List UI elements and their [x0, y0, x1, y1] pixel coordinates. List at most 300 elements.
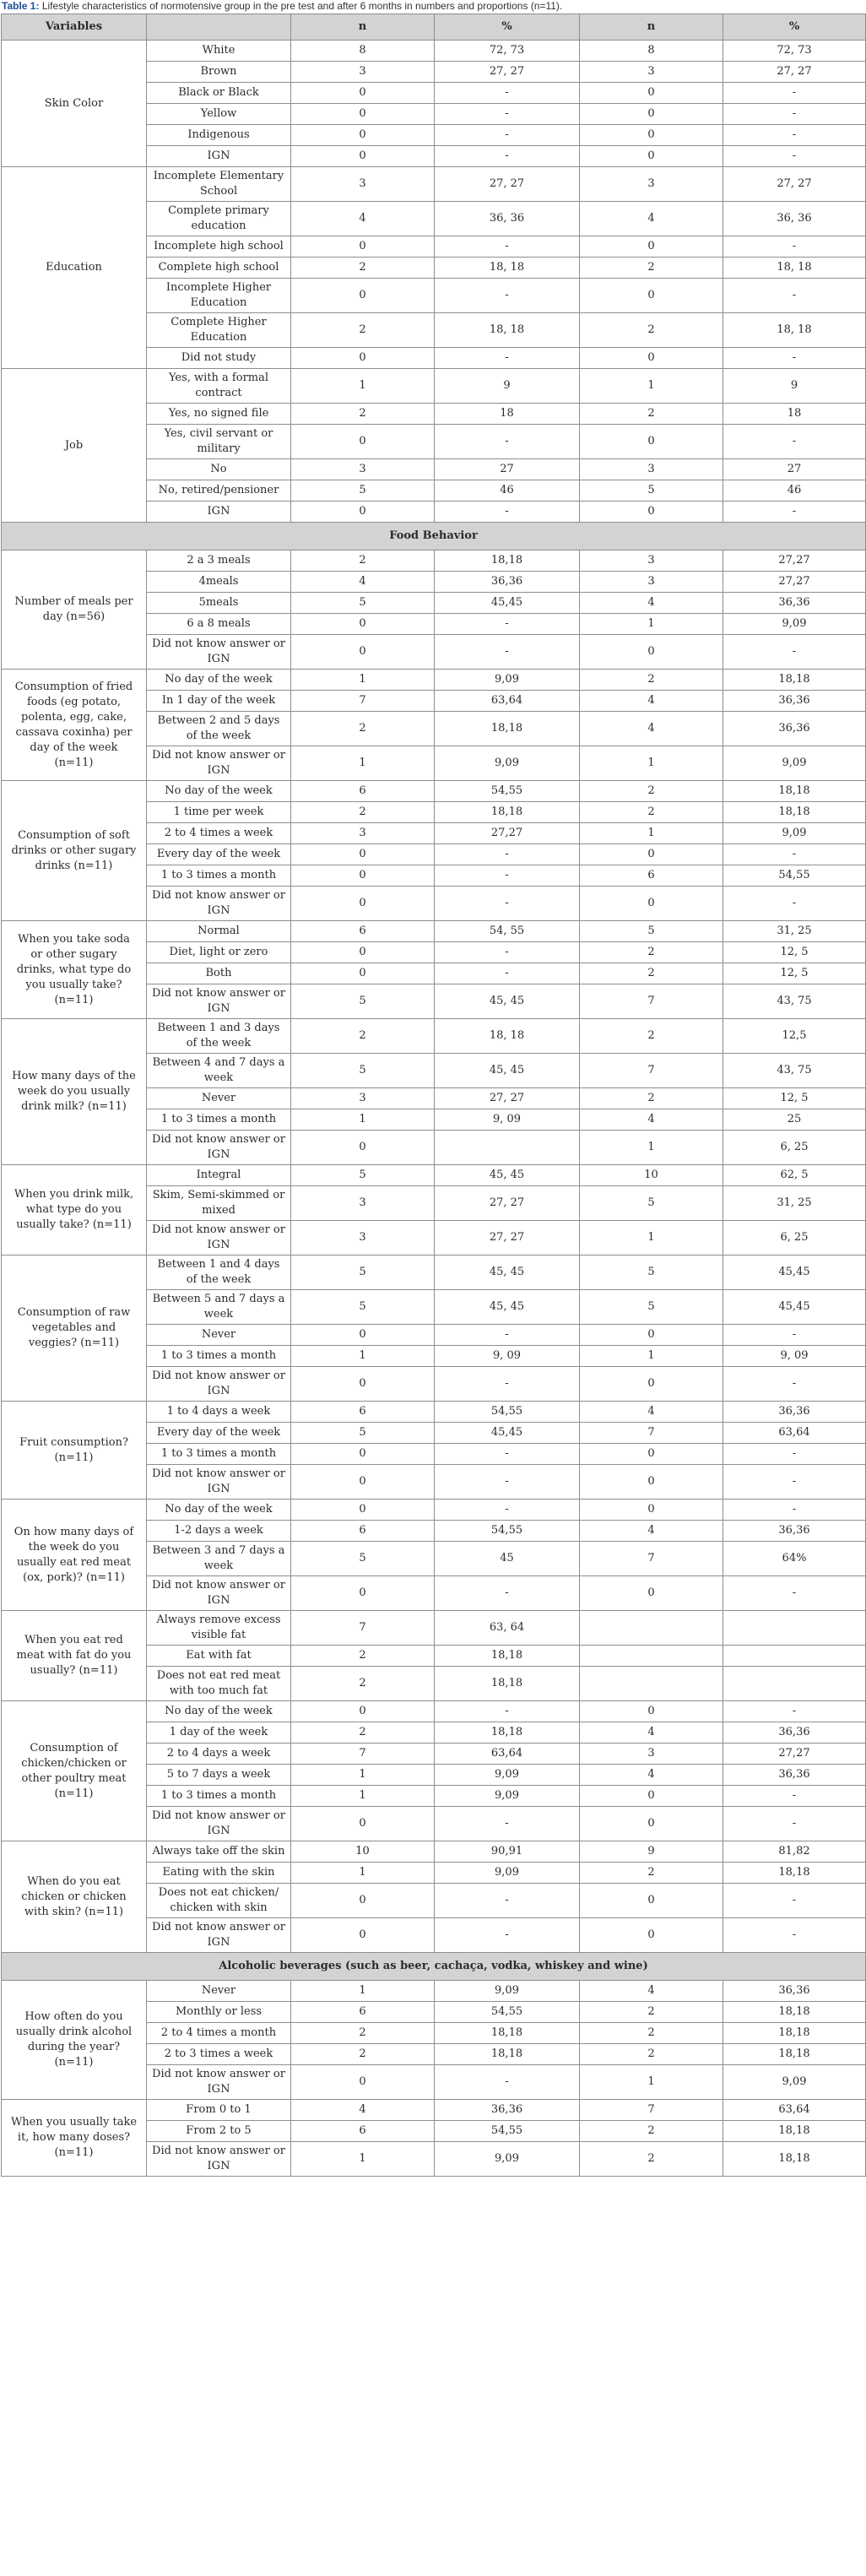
- category-cell: Every day of the week: [147, 1423, 291, 1444]
- variable-cell: When you drink milk, what type do you usually take? (n=11): [2, 1165, 147, 1255]
- n-pre-cell: 6: [291, 921, 435, 942]
- n-post-cell: 0: [580, 887, 723, 921]
- n-post-cell: 2: [580, 802, 723, 823]
- pct-post-cell: 18: [723, 404, 866, 425]
- category-cell: No day of the week: [147, 670, 291, 691]
- n-pre-cell: 0: [291, 1465, 435, 1500]
- n-pre-cell: 0: [291, 865, 435, 887]
- category-cell: Complete high school: [147, 258, 291, 279]
- n-pre-cell: 1: [291, 1346, 435, 1367]
- n-post-cell: [580, 1611, 723, 1646]
- n-pre-cell: 8: [291, 41, 435, 62]
- n-pre-cell: 3: [291, 167, 435, 202]
- n-pre-cell: 0: [291, 635, 435, 670]
- pct-post-cell: 18,18: [723, 670, 866, 691]
- lifestyle-table: [1, 14, 866, 2177]
- category-cell: From 0 to 1: [147, 2100, 291, 2121]
- pct-post-cell: 36,36: [723, 593, 866, 614]
- n-post-cell: 2: [580, 2121, 723, 2142]
- n-pre-cell: 10: [291, 1841, 435, 1863]
- pct-post-cell: 36,36: [723, 691, 866, 712]
- pct-pre-cell: 18,18: [435, 802, 580, 823]
- n-pre-cell: 2: [291, 1667, 435, 1701]
- pct-pre-cell: 54,55: [435, 1521, 580, 1542]
- pct-post-cell: 63,64: [723, 2100, 866, 2121]
- n-post-cell: 0: [580, 635, 723, 670]
- pct-post-cell: 18,18: [723, 781, 866, 802]
- n-pre-cell: 0: [291, 125, 435, 146]
- pct-pre-cell: 27, 27: [435, 1221, 580, 1255]
- pct-pre-cell: 18,18: [435, 712, 580, 746]
- n-pre-cell: 2: [291, 802, 435, 823]
- pct-pre-cell: 45, 45: [435, 1290, 580, 1325]
- pct-pre-cell: 9, 09: [435, 1346, 580, 1367]
- n-pre-cell: 5: [291, 1290, 435, 1325]
- pct-pre-cell: 27, 27: [435, 167, 580, 202]
- n-post-cell: 1: [580, 614, 723, 635]
- pct-pre-cell: -: [435, 1325, 580, 1346]
- pct-post-cell: -: [723, 1367, 866, 1402]
- pct-pre-cell: 45, 45: [435, 1054, 580, 1088]
- table-row: [2, 1701, 866, 1722]
- n-post-cell: 3: [580, 1744, 723, 1765]
- pct-post-cell: 9,09: [723, 2065, 866, 2100]
- n-post-cell: 0: [580, 104, 723, 125]
- n-pre-cell: 5: [291, 1542, 435, 1576]
- n-post-cell: 6: [580, 865, 723, 887]
- n-post-cell: 0: [580, 1576, 723, 1611]
- n-pre-cell: 1: [291, 1109, 435, 1131]
- pct-pre-cell: 9,09: [435, 1786, 580, 1807]
- n-pre-cell: 5: [291, 593, 435, 614]
- pct-pre-cell: -: [435, 1884, 580, 1918]
- pct-pre-cell: 18,18: [435, 1722, 580, 1744]
- category-cell: Every day of the week: [147, 844, 291, 865]
- n-post-cell: 0: [580, 1786, 723, 1807]
- n-pre-cell: 1: [291, 1786, 435, 1807]
- pct-post-cell: 9: [723, 369, 866, 404]
- n-pre-cell: 0: [291, 236, 435, 258]
- pct-pre-cell: 18, 18: [435, 313, 580, 348]
- pct-post-cell: 18,18: [723, 2121, 866, 2142]
- category-cell: Never: [147, 1981, 291, 2002]
- n-pre-cell: 4: [291, 572, 435, 593]
- n-pre-cell: 2: [291, 2044, 435, 2065]
- pct-pre-cell: 27: [435, 459, 580, 480]
- category-cell: No day of the week: [147, 1701, 291, 1722]
- pct-post-cell: 36,36: [723, 712, 866, 746]
- category-cell: Yes, with a formal contract: [147, 369, 291, 404]
- pct-pre-cell: 54,55: [435, 2002, 580, 2023]
- n-pre-cell: 0: [291, 1500, 435, 1521]
- n-pre-cell: 6: [291, 2121, 435, 2142]
- n-post-cell: 4: [580, 1521, 723, 1542]
- pct-post-cell: 18,18: [723, 2023, 866, 2044]
- pct-pre-cell: 72, 73: [435, 41, 580, 62]
- category-cell: Did not know answer or IGN: [147, 746, 291, 781]
- n-post-cell: 0: [580, 1367, 723, 1402]
- pct-post-cell: 9,09: [723, 746, 866, 781]
- n-post-cell: 5: [580, 1255, 723, 1290]
- n-pre-cell: 0: [291, 348, 435, 369]
- n-pre-cell: 2: [291, 1722, 435, 1744]
- category-cell: 5meals: [147, 593, 291, 614]
- pct-pre-cell: -: [435, 1807, 580, 1841]
- category-cell: IGN: [147, 502, 291, 523]
- n-post-cell: 7: [580, 1423, 723, 1444]
- n-pre-cell: 0: [291, 146, 435, 167]
- pct-post-cell: 43, 75: [723, 1054, 866, 1088]
- n-pre-cell: 2: [291, 550, 435, 572]
- n-post-cell: 0: [580, 1701, 723, 1722]
- pct-post-cell: [723, 1646, 866, 1667]
- pct-post-cell: 31, 25: [723, 1186, 866, 1221]
- n-pre-cell: 7: [291, 1611, 435, 1646]
- category-cell: No day of the week: [147, 1500, 291, 1521]
- pct-pre-cell: 45, 45: [435, 1255, 580, 1290]
- n-pre-cell: 5: [291, 480, 435, 502]
- pct-post-cell: -: [723, 1325, 866, 1346]
- pct-post-cell: 27, 27: [723, 167, 866, 202]
- category-cell: Diet, light or zero: [147, 942, 291, 963]
- category-cell: Eating with the skin: [147, 1863, 291, 1884]
- pct-pre-cell: -: [435, 2065, 580, 2100]
- category-cell: Did not know answer or IGN: [147, 1367, 291, 1402]
- category-cell: Monthly or less: [147, 2002, 291, 2023]
- n-pre-cell: 7: [291, 1744, 435, 1765]
- n-post-cell: 10: [580, 1165, 723, 1186]
- n-pre-cell: 0: [291, 2065, 435, 2100]
- category-cell: 1 to 4 days a week: [147, 1402, 291, 1423]
- pct-post-cell: 12, 5: [723, 1088, 866, 1109]
- variable-cell: Consumption of raw vegetables and veggies? (n=11): [2, 1255, 147, 1402]
- n-post-cell: 0: [580, 1465, 723, 1500]
- pct-post-cell: 27,27: [723, 572, 866, 593]
- pct-post-cell: -: [723, 425, 866, 459]
- category-cell: Incomplete high school: [147, 236, 291, 258]
- pct-pre-cell: -: [435, 425, 580, 459]
- pct-post-cell: 36,36: [723, 1402, 866, 1423]
- n-pre-cell: 5: [291, 1423, 435, 1444]
- pct-pre-cell: -: [435, 942, 580, 963]
- pct-post-cell: 64%: [723, 1542, 866, 1576]
- table-row: [2, 1165, 866, 1186]
- pct-pre-cell: 63,64: [435, 691, 580, 712]
- table-row: [2, 369, 866, 404]
- variable-cell: Skin Color: [2, 41, 147, 167]
- n-post-cell: 3: [580, 572, 723, 593]
- pct-pre-cell: 46: [435, 480, 580, 502]
- category-cell: Did not know answer or IGN: [147, 1131, 291, 1165]
- pct-pre-cell: 18: [435, 404, 580, 425]
- pct-post-cell: -: [723, 1918, 866, 1953]
- pct-post-cell: -: [723, 502, 866, 523]
- pct-post-cell: -: [723, 83, 866, 104]
- pct-pre-cell: 90,91: [435, 1841, 580, 1863]
- pct-pre-cell: 9,09: [435, 1863, 580, 1884]
- n-pre-cell: 3: [291, 62, 435, 83]
- pct-post-cell: 54,55: [723, 865, 866, 887]
- pct-pre-cell: 63,64: [435, 1744, 580, 1765]
- pct-post-cell: -: [723, 1701, 866, 1722]
- category-cell: Never: [147, 1088, 291, 1109]
- category-cell: Skim, Semi-skimmed or mixed: [147, 1186, 291, 1221]
- n-post-cell: 0: [580, 279, 723, 313]
- table-row: [2, 921, 866, 942]
- category-cell: Eat with fat: [147, 1646, 291, 1667]
- n-pre-cell: 1: [291, 746, 435, 781]
- pct-post-cell: [723, 1611, 866, 1646]
- pct-post-cell: 36,36: [723, 1981, 866, 2002]
- category-cell: Always take off the skin: [147, 1841, 291, 1863]
- n-post-cell: 2: [580, 942, 723, 963]
- pct-pre-cell: -: [435, 1918, 580, 1953]
- n-pre-cell: 4: [291, 202, 435, 236]
- category-cell: Complete primary education: [147, 202, 291, 236]
- n-post-cell: 2: [580, 1019, 723, 1054]
- pct-pre-cell: -: [435, 1500, 580, 1521]
- pct-post-cell: -: [723, 1576, 866, 1611]
- pct-pre-cell: 63, 64: [435, 1611, 580, 1646]
- category-cell: No: [147, 459, 291, 480]
- pct-post-cell: -: [723, 1500, 866, 1521]
- n-pre-cell: 5: [291, 1054, 435, 1088]
- pct-pre-cell: 9,09: [435, 1981, 580, 2002]
- n-post-cell: 7: [580, 2100, 723, 2121]
- pct-post-cell: 18,18: [723, 2002, 866, 2023]
- n-post-cell: 0: [580, 1918, 723, 1953]
- n-post-cell: 4: [580, 1402, 723, 1423]
- n-pre-cell: 2: [291, 313, 435, 348]
- n-post-cell: [580, 1667, 723, 1701]
- n-pre-cell: 0: [291, 1884, 435, 1918]
- pct-post-cell: -: [723, 1807, 866, 1841]
- n-post-cell: 4: [580, 712, 723, 746]
- variable-cell: On how many days of the week do you usually eat red meat (ox, pork)? (n=11): [2, 1500, 147, 1611]
- category-cell: Did not know answer or IGN: [147, 2065, 291, 2100]
- variable-cell: Fruit consumption? (n=11): [2, 1402, 147, 1500]
- table-caption: [0, 0, 866, 14]
- pct-pre-cell: 18, 18: [435, 258, 580, 279]
- pct-post-cell: 12,5: [723, 1019, 866, 1054]
- pct-pre-cell: -: [435, 146, 580, 167]
- pct-post-cell: 25: [723, 1109, 866, 1131]
- n-pre-cell: 3: [291, 1088, 435, 1109]
- section-title: Food Behavior: [2, 523, 866, 550]
- pct-pre-cell: 54,55: [435, 1402, 580, 1423]
- table-row: [2, 1255, 866, 1290]
- pct-pre-cell: 18,18: [435, 2044, 580, 2065]
- pct-post-cell: -: [723, 844, 866, 865]
- n-post-cell: 0: [580, 844, 723, 865]
- header-n-post: n: [580, 14, 723, 41]
- n-post-cell: 2: [580, 2044, 723, 2065]
- variable-cell: How many days of the week do you usually drink milk? (n=11): [2, 1019, 147, 1165]
- n-pre-cell: 0: [291, 279, 435, 313]
- category-cell: Does not eat chicken/ chicken with skin: [147, 1884, 291, 1918]
- n-pre-cell: 0: [291, 1444, 435, 1465]
- table-body: [2, 41, 866, 2177]
- n-post-cell: 4: [580, 1765, 723, 1786]
- n-post-cell: 9: [580, 1841, 723, 1863]
- pct-post-cell: 9,09: [723, 823, 866, 844]
- pct-post-cell: 36,36: [723, 1765, 866, 1786]
- pct-pre-cell: 9,09: [435, 670, 580, 691]
- n-pre-cell: 0: [291, 942, 435, 963]
- category-cell: Did not know answer or IGN: [147, 984, 291, 1019]
- category-cell: 1 to 3 times a month: [147, 1346, 291, 1367]
- n-post-cell: 2: [580, 404, 723, 425]
- n-post-cell: 1: [580, 2065, 723, 2100]
- n-pre-cell: 1: [291, 1981, 435, 2002]
- pct-pre-cell: 36,36: [435, 572, 580, 593]
- pct-pre-cell: 45: [435, 1542, 580, 1576]
- n-post-cell: 1: [580, 1131, 723, 1165]
- caption-text: Lifestyle characteristics of normotensive group in the pre test and after 6 months in numbers and proportions (n=11).: [41, 0, 563, 12]
- n-pre-cell: 1: [291, 369, 435, 404]
- pct-pre-cell: -: [435, 1367, 580, 1402]
- category-cell: From 2 to 5: [147, 2121, 291, 2142]
- pct-post-cell: -: [723, 635, 866, 670]
- category-cell: Between 1 and 4 days of the week: [147, 1255, 291, 1290]
- n-post-cell: 0: [580, 425, 723, 459]
- n-post-cell: 3: [580, 459, 723, 480]
- n-pre-cell: 3: [291, 459, 435, 480]
- pct-pre-cell: 54, 55: [435, 921, 580, 942]
- category-cell: 1 to 3 times a month: [147, 1109, 291, 1131]
- n-post-cell: 0: [580, 146, 723, 167]
- n-pre-cell: 5: [291, 1255, 435, 1290]
- pct-post-cell: 72, 73: [723, 41, 866, 62]
- n-pre-cell: 2: [291, 258, 435, 279]
- n-post-cell: 2: [580, 2002, 723, 2023]
- pct-post-cell: 63,64: [723, 1423, 866, 1444]
- pct-pre-cell: -: [435, 83, 580, 104]
- n-pre-cell: 6: [291, 1521, 435, 1542]
- category-cell: 1 to 3 times a month: [147, 1786, 291, 1807]
- pct-post-cell: 45,45: [723, 1255, 866, 1290]
- n-post-cell: 5: [580, 1290, 723, 1325]
- pct-post-cell: 6, 25: [723, 1131, 866, 1165]
- table-row: [2, 167, 866, 202]
- n-post-cell: 0: [580, 125, 723, 146]
- pct-pre-cell: 9,09: [435, 746, 580, 781]
- category-cell: Did not know answer or IGN: [147, 635, 291, 670]
- pct-post-cell: -: [723, 887, 866, 921]
- pct-post-cell: 27, 27: [723, 62, 866, 83]
- n-pre-cell: 0: [291, 1367, 435, 1402]
- pct-pre-cell: 18,18: [435, 1667, 580, 1701]
- n-pre-cell: 5: [291, 984, 435, 1019]
- category-cell: 1 to 3 times a month: [147, 1444, 291, 1465]
- header-pct-pre: %: [435, 14, 580, 41]
- pct-post-cell: -: [723, 125, 866, 146]
- pct-pre-cell: [435, 1131, 580, 1165]
- table-row: [2, 1402, 866, 1423]
- table-row: [2, 550, 866, 572]
- category-cell: Between 2 and 5 days of the week: [147, 712, 291, 746]
- n-post-cell: 5: [580, 480, 723, 502]
- pct-pre-cell: 27, 27: [435, 62, 580, 83]
- pct-pre-cell: -: [435, 502, 580, 523]
- n-pre-cell: 2: [291, 1019, 435, 1054]
- category-cell: In 1 day of the week: [147, 691, 291, 712]
- pct-pre-cell: -: [435, 635, 580, 670]
- pct-pre-cell: 36,36: [435, 2100, 580, 2121]
- n-pre-cell: 1: [291, 1765, 435, 1786]
- pct-pre-cell: -: [435, 348, 580, 369]
- pct-pre-cell: 9,09: [435, 1765, 580, 1786]
- pct-post-cell: -: [723, 146, 866, 167]
- n-pre-cell: 1: [291, 1863, 435, 1884]
- category-cell: Did not know answer or IGN: [147, 1221, 291, 1255]
- category-cell: Did not study: [147, 348, 291, 369]
- n-post-cell: 2: [580, 258, 723, 279]
- n-pre-cell: 3: [291, 1186, 435, 1221]
- pct-post-cell: 18,18: [723, 2044, 866, 2065]
- category-cell: Between 5 and 7 days a week: [147, 1290, 291, 1325]
- category-cell: Between 1 and 3 days of the week: [147, 1019, 291, 1054]
- variable-cell: When you eat red meat with fat do you usually? (n=11): [2, 1611, 147, 1701]
- pct-pre-cell: -: [435, 104, 580, 125]
- pct-pre-cell: -: [435, 1576, 580, 1611]
- variable-cell: Consumption of soft drinks or other sugary drinks (n=11): [2, 781, 147, 921]
- category-cell: Did not know answer or IGN: [147, 2142, 291, 2177]
- n-post-cell: 7: [580, 1054, 723, 1088]
- pct-pre-cell: 18,18: [435, 1646, 580, 1667]
- n-post-cell: 8: [580, 41, 723, 62]
- table-row: [2, 670, 866, 691]
- n-post-cell: 0: [580, 83, 723, 104]
- pct-post-cell: -: [723, 236, 866, 258]
- category-cell: 1 time per week: [147, 802, 291, 823]
- category-cell: IGN: [147, 146, 291, 167]
- table-row: [2, 1841, 866, 1863]
- n-post-cell: [580, 1646, 723, 1667]
- pct-pre-cell: 27, 27: [435, 1088, 580, 1109]
- n-pre-cell: 0: [291, 1918, 435, 1953]
- n-post-cell: 0: [580, 236, 723, 258]
- n-post-cell: 2: [580, 2142, 723, 2177]
- pct-pre-cell: 18, 18: [435, 1019, 580, 1054]
- n-pre-cell: 2: [291, 712, 435, 746]
- category-cell: 5 to 7 days a week: [147, 1765, 291, 1786]
- category-cell: Did not know answer or IGN: [147, 1465, 291, 1500]
- section-header-row: [2, 523, 866, 550]
- pct-post-cell: 18, 18: [723, 313, 866, 348]
- pct-pre-cell: 18,18: [435, 550, 580, 572]
- n-pre-cell: 0: [291, 1576, 435, 1611]
- category-cell: Complete Higher Education: [147, 313, 291, 348]
- pct-post-cell: -: [723, 104, 866, 125]
- pct-post-cell: 9, 09: [723, 1346, 866, 1367]
- n-pre-cell: 0: [291, 844, 435, 865]
- pct-post-cell: 31, 25: [723, 921, 866, 942]
- n-post-cell: 2: [580, 1088, 723, 1109]
- n-pre-cell: 0: [291, 1701, 435, 1722]
- variable-cell: Number of meals per day (n=56): [2, 550, 147, 670]
- n-post-cell: 2: [580, 1863, 723, 1884]
- n-pre-cell: 3: [291, 1221, 435, 1255]
- n-pre-cell: 6: [291, 2002, 435, 2023]
- pct-post-cell: 27,27: [723, 1744, 866, 1765]
- table-row: [2, 1019, 866, 1054]
- pct-post-cell: 36,36: [723, 1722, 866, 1744]
- n-pre-cell: 3: [291, 823, 435, 844]
- table-row: [2, 1981, 866, 2002]
- category-cell: 2 to 4 times a month: [147, 2023, 291, 2044]
- pct-pre-cell: 45, 45: [435, 1165, 580, 1186]
